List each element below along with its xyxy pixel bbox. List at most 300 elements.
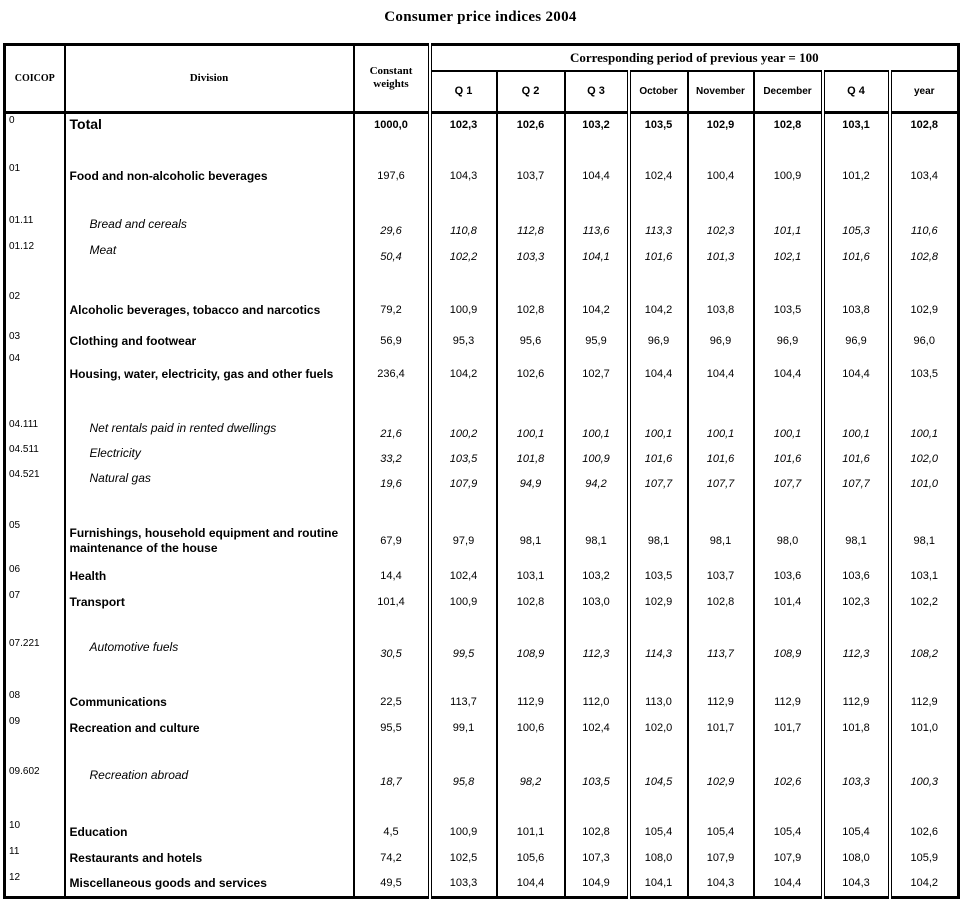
table-row: [5, 715, 959, 741]
table-header: [5, 45, 959, 113]
value-cell-q4: 112,3: [823, 637, 890, 663]
value-cell-q4: 98,1: [823, 519, 890, 563]
division-cell: Total: [65, 112, 354, 162]
coicop-code-cell: 01: [9, 163, 21, 174]
division-cell: Meat: [65, 240, 354, 266]
value-cell-q4: [823, 266, 890, 290]
value-cell-november: 103,7: [688, 563, 754, 589]
coicop-code-cell: 11: [9, 846, 20, 857]
coicop-code-cell: 07.221: [9, 638, 40, 649]
value-cell-december: 101,6: [754, 443, 823, 468]
value-cell-q4: [823, 741, 890, 765]
value-cell-q4: 100,1: [823, 418, 890, 443]
value-cell-q1: [430, 266, 497, 290]
coicop-code-cell: 04.111: [9, 419, 39, 430]
value-cell-year: 102,6: [890, 819, 959, 845]
value-cell-constant_weights: 30,5: [354, 637, 430, 663]
value-cell-q3: 95,9: [565, 330, 629, 352]
value-cell-constant_weights: 19,6: [354, 468, 430, 493]
value-cell-q4: 101,6: [823, 443, 890, 468]
coicop-code-cell: 03: [9, 331, 21, 342]
value-cell-q1: 107,9: [430, 468, 497, 493]
value-cell-december: 104,4: [754, 352, 823, 396]
value-cell-october: [629, 396, 688, 418]
value-cell-year: 103,5: [890, 352, 959, 396]
value-cell-november: [688, 615, 754, 637]
value-cell-q1: 99,1: [430, 715, 497, 741]
division-cell: Alcoholic beverages, tobacco and narcotics: [65, 290, 354, 330]
coicop-code-cell: 07: [9, 590, 21, 601]
table-row: [5, 240, 959, 266]
value-cell-november: 100,4: [688, 162, 754, 214]
value-cell-q1: 110,8: [430, 214, 497, 240]
value-cell-q2: 108,9: [497, 637, 565, 663]
table-row: [5, 871, 959, 897]
value-cell-constant_weights: [354, 741, 430, 765]
value-cell-october: [629, 663, 688, 689]
value-cell-constant_weights: [354, 615, 430, 637]
value-cell-q2: 103,1: [497, 563, 565, 589]
value-cell-q1: 103,3: [430, 871, 497, 897]
value-cell-q3: [565, 493, 629, 519]
division-cell: Natural gas: [65, 468, 354, 493]
coicop-code-cell: [5, 741, 65, 765]
table-row: [5, 352, 959, 396]
value-cell-q3: 103,2: [565, 112, 629, 162]
value-cell-year: 105,9: [890, 845, 959, 871]
value-cell-q3: 98,1: [565, 519, 629, 563]
value-cell-q3: 103,0: [565, 589, 629, 615]
value-cell-q2: 98,2: [497, 765, 565, 791]
value-cell-december: 107,7: [754, 468, 823, 493]
value-cell-december: [754, 791, 823, 819]
header-q1: Q 1: [430, 71, 497, 112]
division-cell: Communications: [65, 689, 354, 715]
value-cell-december: 104,4: [754, 871, 823, 897]
value-cell-q4: 103,1: [823, 112, 890, 162]
division-cell: Clothing and footwear: [65, 330, 354, 352]
division-cell: [65, 791, 354, 819]
value-cell-q4: [823, 396, 890, 418]
value-cell-december: [754, 396, 823, 418]
value-cell-october: 104,4: [629, 352, 688, 396]
value-cell-december: [754, 493, 823, 519]
value-cell-q4: [823, 493, 890, 519]
value-cell-q3: 112,0: [565, 689, 629, 715]
value-cell-december: 100,9: [754, 162, 823, 214]
value-cell-q3: 100,1: [565, 418, 629, 443]
value-cell-q4: 102,3: [823, 589, 890, 615]
value-cell-q2: 98,1: [497, 519, 565, 563]
value-cell-q3: [565, 663, 629, 689]
header-constant-weights: Constant weights: [354, 45, 430, 113]
value-cell-q4: 105,3: [823, 214, 890, 240]
value-cell-constant_weights: 18,7: [354, 765, 430, 791]
value-cell-december: 103,6: [754, 563, 823, 589]
page-title: Consumer price indices 2004: [384, 9, 577, 25]
value-cell-q2: [497, 266, 565, 290]
division-cell: Electricity: [65, 443, 354, 468]
value-cell-q4: [823, 615, 890, 637]
value-cell-constant_weights: 74,2: [354, 845, 430, 871]
value-cell-q2: 102,8: [497, 290, 565, 330]
value-cell-december: 103,5: [754, 290, 823, 330]
value-cell-constant_weights: 14,4: [354, 563, 430, 589]
value-cell-q3: 103,2: [565, 563, 629, 589]
coicop-code-cell: [5, 663, 65, 689]
value-cell-november: [688, 663, 754, 689]
value-cell-constant_weights: 29,6: [354, 214, 430, 240]
value-cell-year: 102,8: [890, 112, 959, 162]
coicop-code-cell: 09.602: [9, 766, 40, 777]
value-cell-november: 102,3: [688, 214, 754, 240]
value-cell-december: 101,1: [754, 214, 823, 240]
table-row: [5, 765, 959, 791]
value-cell-year: 101,0: [890, 715, 959, 741]
header-group-row: [5, 45, 959, 72]
table-row: [5, 418, 959, 443]
spacer-row: [5, 663, 959, 689]
value-cell-december: 112,9: [754, 689, 823, 715]
value-cell-q4: 112,9: [823, 689, 890, 715]
value-cell-q4: 103,6: [823, 563, 890, 589]
value-cell-november: 100,1: [688, 418, 754, 443]
spacer-row: [5, 396, 959, 418]
value-cell-q1: [430, 741, 497, 765]
value-cell-december: 102,8: [754, 112, 823, 162]
value-cell-q1: 104,3: [430, 162, 497, 214]
value-cell-q2: [497, 791, 565, 819]
value-cell-october: 103,5: [629, 563, 688, 589]
value-cell-year: [890, 266, 959, 290]
value-cell-october: 100,1: [629, 418, 688, 443]
table-row: [5, 443, 959, 468]
value-cell-december: 98,0: [754, 519, 823, 563]
value-cell-q4: 104,4: [823, 352, 890, 396]
value-cell-q2: 101,1: [497, 819, 565, 845]
value-cell-q3: 94,2: [565, 468, 629, 493]
value-cell-q3: [565, 791, 629, 819]
division-cell: Miscellaneous goods and services: [65, 871, 354, 897]
value-cell-november: [688, 791, 754, 819]
value-cell-q1: 100,9: [430, 290, 497, 330]
value-cell-december: 107,9: [754, 845, 823, 871]
coicop-code-cell: [5, 266, 65, 290]
value-cell-november: 107,7: [688, 468, 754, 493]
value-cell-october: 101,6: [629, 443, 688, 468]
value-cell-november: 102,9: [688, 112, 754, 162]
value-cell-q3: [565, 266, 629, 290]
value-cell-october: 105,4: [629, 819, 688, 845]
table-row: [5, 112, 959, 162]
value-cell-year: 110,6: [890, 214, 959, 240]
division-cell: Furnishings, household equipment and routine maintenance of the house: [65, 519, 354, 563]
value-cell-q3: [565, 615, 629, 637]
value-cell-december: [754, 266, 823, 290]
value-cell-year: 101,0: [890, 468, 959, 493]
value-cell-constant_weights: [354, 493, 430, 519]
value-cell-q2: [497, 741, 565, 765]
value-cell-q1: 102,2: [430, 240, 497, 266]
value-cell-year: [890, 396, 959, 418]
division-cell: [65, 741, 354, 765]
value-cell-q1: [430, 615, 497, 637]
value-cell-year: [890, 741, 959, 765]
value-cell-q1: 113,7: [430, 689, 497, 715]
value-cell-constant_weights: 101,4: [354, 589, 430, 615]
value-cell-october: 103,5: [629, 112, 688, 162]
value-cell-q2: [497, 396, 565, 418]
spacer-row: [5, 741, 959, 765]
value-cell-constant_weights: 33,2: [354, 443, 430, 468]
value-cell-october: [629, 493, 688, 519]
value-cell-q3: 113,6: [565, 214, 629, 240]
value-cell-q3: 103,5: [565, 765, 629, 791]
value-cell-q1: 103,5: [430, 443, 497, 468]
value-cell-october: [629, 741, 688, 765]
value-cell-year: 102,2: [890, 589, 959, 615]
value-cell-q2: [497, 493, 565, 519]
value-cell-november: 102,8: [688, 589, 754, 615]
value-cell-q4: 103,8: [823, 290, 890, 330]
value-cell-november: 101,6: [688, 443, 754, 468]
value-cell-q1: 104,2: [430, 352, 497, 396]
value-cell-q4: 96,9: [823, 330, 890, 352]
table-row: [5, 819, 959, 845]
division-cell: Bread and cereals: [65, 214, 354, 240]
value-cell-q2: 102,6: [497, 112, 565, 162]
value-cell-year: 102,9: [890, 290, 959, 330]
value-cell-q2: 100,6: [497, 715, 565, 741]
header-group-label: Corresponding period of previous year = 100: [430, 45, 959, 72]
value-cell-q1: 95,8: [430, 765, 497, 791]
value-cell-q2: 102,6: [497, 352, 565, 396]
table-body: [5, 112, 959, 897]
header-december: December: [754, 71, 823, 112]
value-cell-year: 98,1: [890, 519, 959, 563]
value-cell-november: 98,1: [688, 519, 754, 563]
value-cell-constant_weights: [354, 791, 430, 819]
table-row: [5, 468, 959, 493]
value-cell-constant_weights: [354, 266, 430, 290]
division-cell: [65, 396, 354, 418]
value-cell-constant_weights: 236,4: [354, 352, 430, 396]
value-cell-december: [754, 741, 823, 765]
value-cell-q2: 105,6: [497, 845, 565, 871]
coicop-code-cell: 0: [9, 114, 15, 126]
value-cell-october: 101,6: [629, 240, 688, 266]
value-cell-november: 96,9: [688, 330, 754, 352]
value-cell-constant_weights: 67,9: [354, 519, 430, 563]
value-cell-october: 96,9: [629, 330, 688, 352]
division-cell: Recreation abroad: [65, 765, 354, 791]
division-cell: Education: [65, 819, 354, 845]
value-cell-constant_weights: 197,6: [354, 162, 430, 214]
value-cell-december: 102,6: [754, 765, 823, 791]
value-cell-november: 113,7: [688, 637, 754, 663]
value-cell-november: 101,3: [688, 240, 754, 266]
value-cell-q1: 102,3: [430, 112, 497, 162]
value-cell-october: 107,7: [629, 468, 688, 493]
division-cell: Housing, water, electricity, gas and other fuels: [65, 352, 354, 396]
value-cell-q1: 100,9: [430, 589, 497, 615]
coicop-code-cell: 05: [9, 520, 21, 531]
value-cell-q4: 103,3: [823, 765, 890, 791]
value-cell-q4: 101,2: [823, 162, 890, 214]
value-cell-q2: 100,1: [497, 418, 565, 443]
value-cell-october: [629, 791, 688, 819]
value-cell-year: [890, 791, 959, 819]
value-cell-october: 114,3: [629, 637, 688, 663]
value-cell-constant_weights: 1000,0: [354, 112, 430, 162]
value-cell-q1: 97,9: [430, 519, 497, 563]
value-cell-october: 108,0: [629, 845, 688, 871]
value-cell-q3: 102,4: [565, 715, 629, 741]
spacer-row: [5, 791, 959, 819]
coicop-code-cell: 10: [9, 820, 21, 831]
value-cell-constant_weights: 22,5: [354, 689, 430, 715]
value-cell-november: [688, 741, 754, 765]
value-cell-year: 96,0: [890, 330, 959, 352]
value-cell-december: 105,4: [754, 819, 823, 845]
value-cell-october: 104,2: [629, 290, 688, 330]
table-row: [5, 162, 959, 214]
value-cell-october: 113,3: [629, 214, 688, 240]
coicop-code-cell: [5, 615, 65, 637]
value-cell-q1: 100,2: [430, 418, 497, 443]
value-cell-november: 112,9: [688, 689, 754, 715]
value-cell-q3: [565, 396, 629, 418]
coicop-code-cell: 04.521: [9, 469, 40, 480]
value-cell-constant_weights: [354, 396, 430, 418]
coicop-code-cell: 12: [9, 872, 21, 883]
division-cell: [65, 663, 354, 689]
header-november: November: [688, 71, 754, 112]
coicop-code-cell: 09: [9, 716, 21, 727]
value-cell-october: 98,1: [629, 519, 688, 563]
coicop-code-cell: 02: [9, 291, 21, 302]
value-cell-q3: 112,3: [565, 637, 629, 663]
value-cell-october: 102,0: [629, 715, 688, 741]
value-cell-year: 102,0: [890, 443, 959, 468]
value-cell-year: 100,1: [890, 418, 959, 443]
value-cell-q2: 94,9: [497, 468, 565, 493]
value-cell-q2: 112,9: [497, 689, 565, 715]
value-cell-constant_weights: [354, 663, 430, 689]
value-cell-q3: 104,4: [565, 162, 629, 214]
table-row: [5, 330, 959, 352]
division-cell: [65, 266, 354, 290]
coicop-code-cell: [5, 791, 65, 819]
table-row: [5, 589, 959, 615]
value-cell-q3: 100,9: [565, 443, 629, 468]
value-cell-q1: [430, 396, 497, 418]
value-cell-q4: 101,8: [823, 715, 890, 741]
coicop-code-cell: 01.11: [9, 215, 34, 226]
value-cell-december: [754, 663, 823, 689]
value-cell-october: 102,9: [629, 589, 688, 615]
division-cell: Automotive fuels: [65, 637, 354, 663]
coicop-code-cell: 08: [9, 690, 21, 701]
value-cell-q1: [430, 791, 497, 819]
value-cell-q1: 100,9: [430, 819, 497, 845]
header-october: October: [629, 71, 688, 112]
division-cell: [65, 615, 354, 637]
value-cell-q2: 101,8: [497, 443, 565, 468]
value-cell-q4: [823, 663, 890, 689]
value-cell-year: [890, 493, 959, 519]
value-cell-q2: 95,6: [497, 330, 565, 352]
header-q4: Q 4: [823, 71, 890, 112]
value-cell-q3: 104,1: [565, 240, 629, 266]
value-cell-november: 104,4: [688, 352, 754, 396]
division-cell: Transport: [65, 589, 354, 615]
value-cell-q2: 102,8: [497, 589, 565, 615]
value-cell-constant_weights: 21,6: [354, 418, 430, 443]
value-cell-constant_weights: 4,5: [354, 819, 430, 845]
value-cell-year: 108,2: [890, 637, 959, 663]
value-cell-december: 108,9: [754, 637, 823, 663]
division-cell: Health: [65, 563, 354, 589]
value-cell-november: [688, 493, 754, 519]
value-cell-october: 104,5: [629, 765, 688, 791]
table-row: [5, 845, 959, 871]
value-cell-november: 102,9: [688, 765, 754, 791]
value-cell-october: 102,4: [629, 162, 688, 214]
division-cell: Net rentals paid in rented dwellings: [65, 418, 354, 443]
value-cell-q1: 95,3: [430, 330, 497, 352]
division-cell: [65, 493, 354, 519]
value-cell-year: [890, 663, 959, 689]
coicop-code-cell: 01.12: [9, 241, 35, 252]
coicop-code-cell: 06: [9, 564, 21, 575]
value-cell-october: [629, 615, 688, 637]
value-cell-december: 96,9: [754, 330, 823, 352]
header-q2: Q 2: [497, 71, 565, 112]
value-cell-q4: 105,4: [823, 819, 890, 845]
value-cell-november: 103,8: [688, 290, 754, 330]
table-row: [5, 214, 959, 240]
value-cell-constant_weights: 56,9: [354, 330, 430, 352]
value-cell-q3: 102,8: [565, 819, 629, 845]
value-cell-year: 100,3: [890, 765, 959, 791]
value-cell-q2: 104,4: [497, 871, 565, 897]
division-cell: Restaurants and hotels: [65, 845, 354, 871]
value-cell-q4: 107,7: [823, 468, 890, 493]
value-cell-year: 102,8: [890, 240, 959, 266]
value-cell-december: 101,7: [754, 715, 823, 741]
value-cell-constant_weights: 79,2: [354, 290, 430, 330]
header-coicop: COICOP: [5, 45, 65, 113]
value-cell-q1: [430, 663, 497, 689]
coicop-code-cell: [5, 493, 65, 519]
table-row: [5, 519, 959, 563]
value-cell-q4: 104,3: [823, 871, 890, 897]
value-cell-q1: 102,5: [430, 845, 497, 871]
value-cell-november: [688, 396, 754, 418]
value-cell-december: [754, 615, 823, 637]
value-cell-q3: 102,7: [565, 352, 629, 396]
value-cell-october: [629, 266, 688, 290]
value-cell-constant_weights: 50,4: [354, 240, 430, 266]
value-cell-november: [688, 266, 754, 290]
cpi-table: [3, 43, 960, 899]
value-cell-constant_weights: 95,5: [354, 715, 430, 741]
value-cell-december: 101,4: [754, 589, 823, 615]
coicop-code-cell: 04.511: [9, 444, 39, 455]
value-cell-constant_weights: 49,5: [354, 871, 430, 897]
value-cell-q3: 107,3: [565, 845, 629, 871]
